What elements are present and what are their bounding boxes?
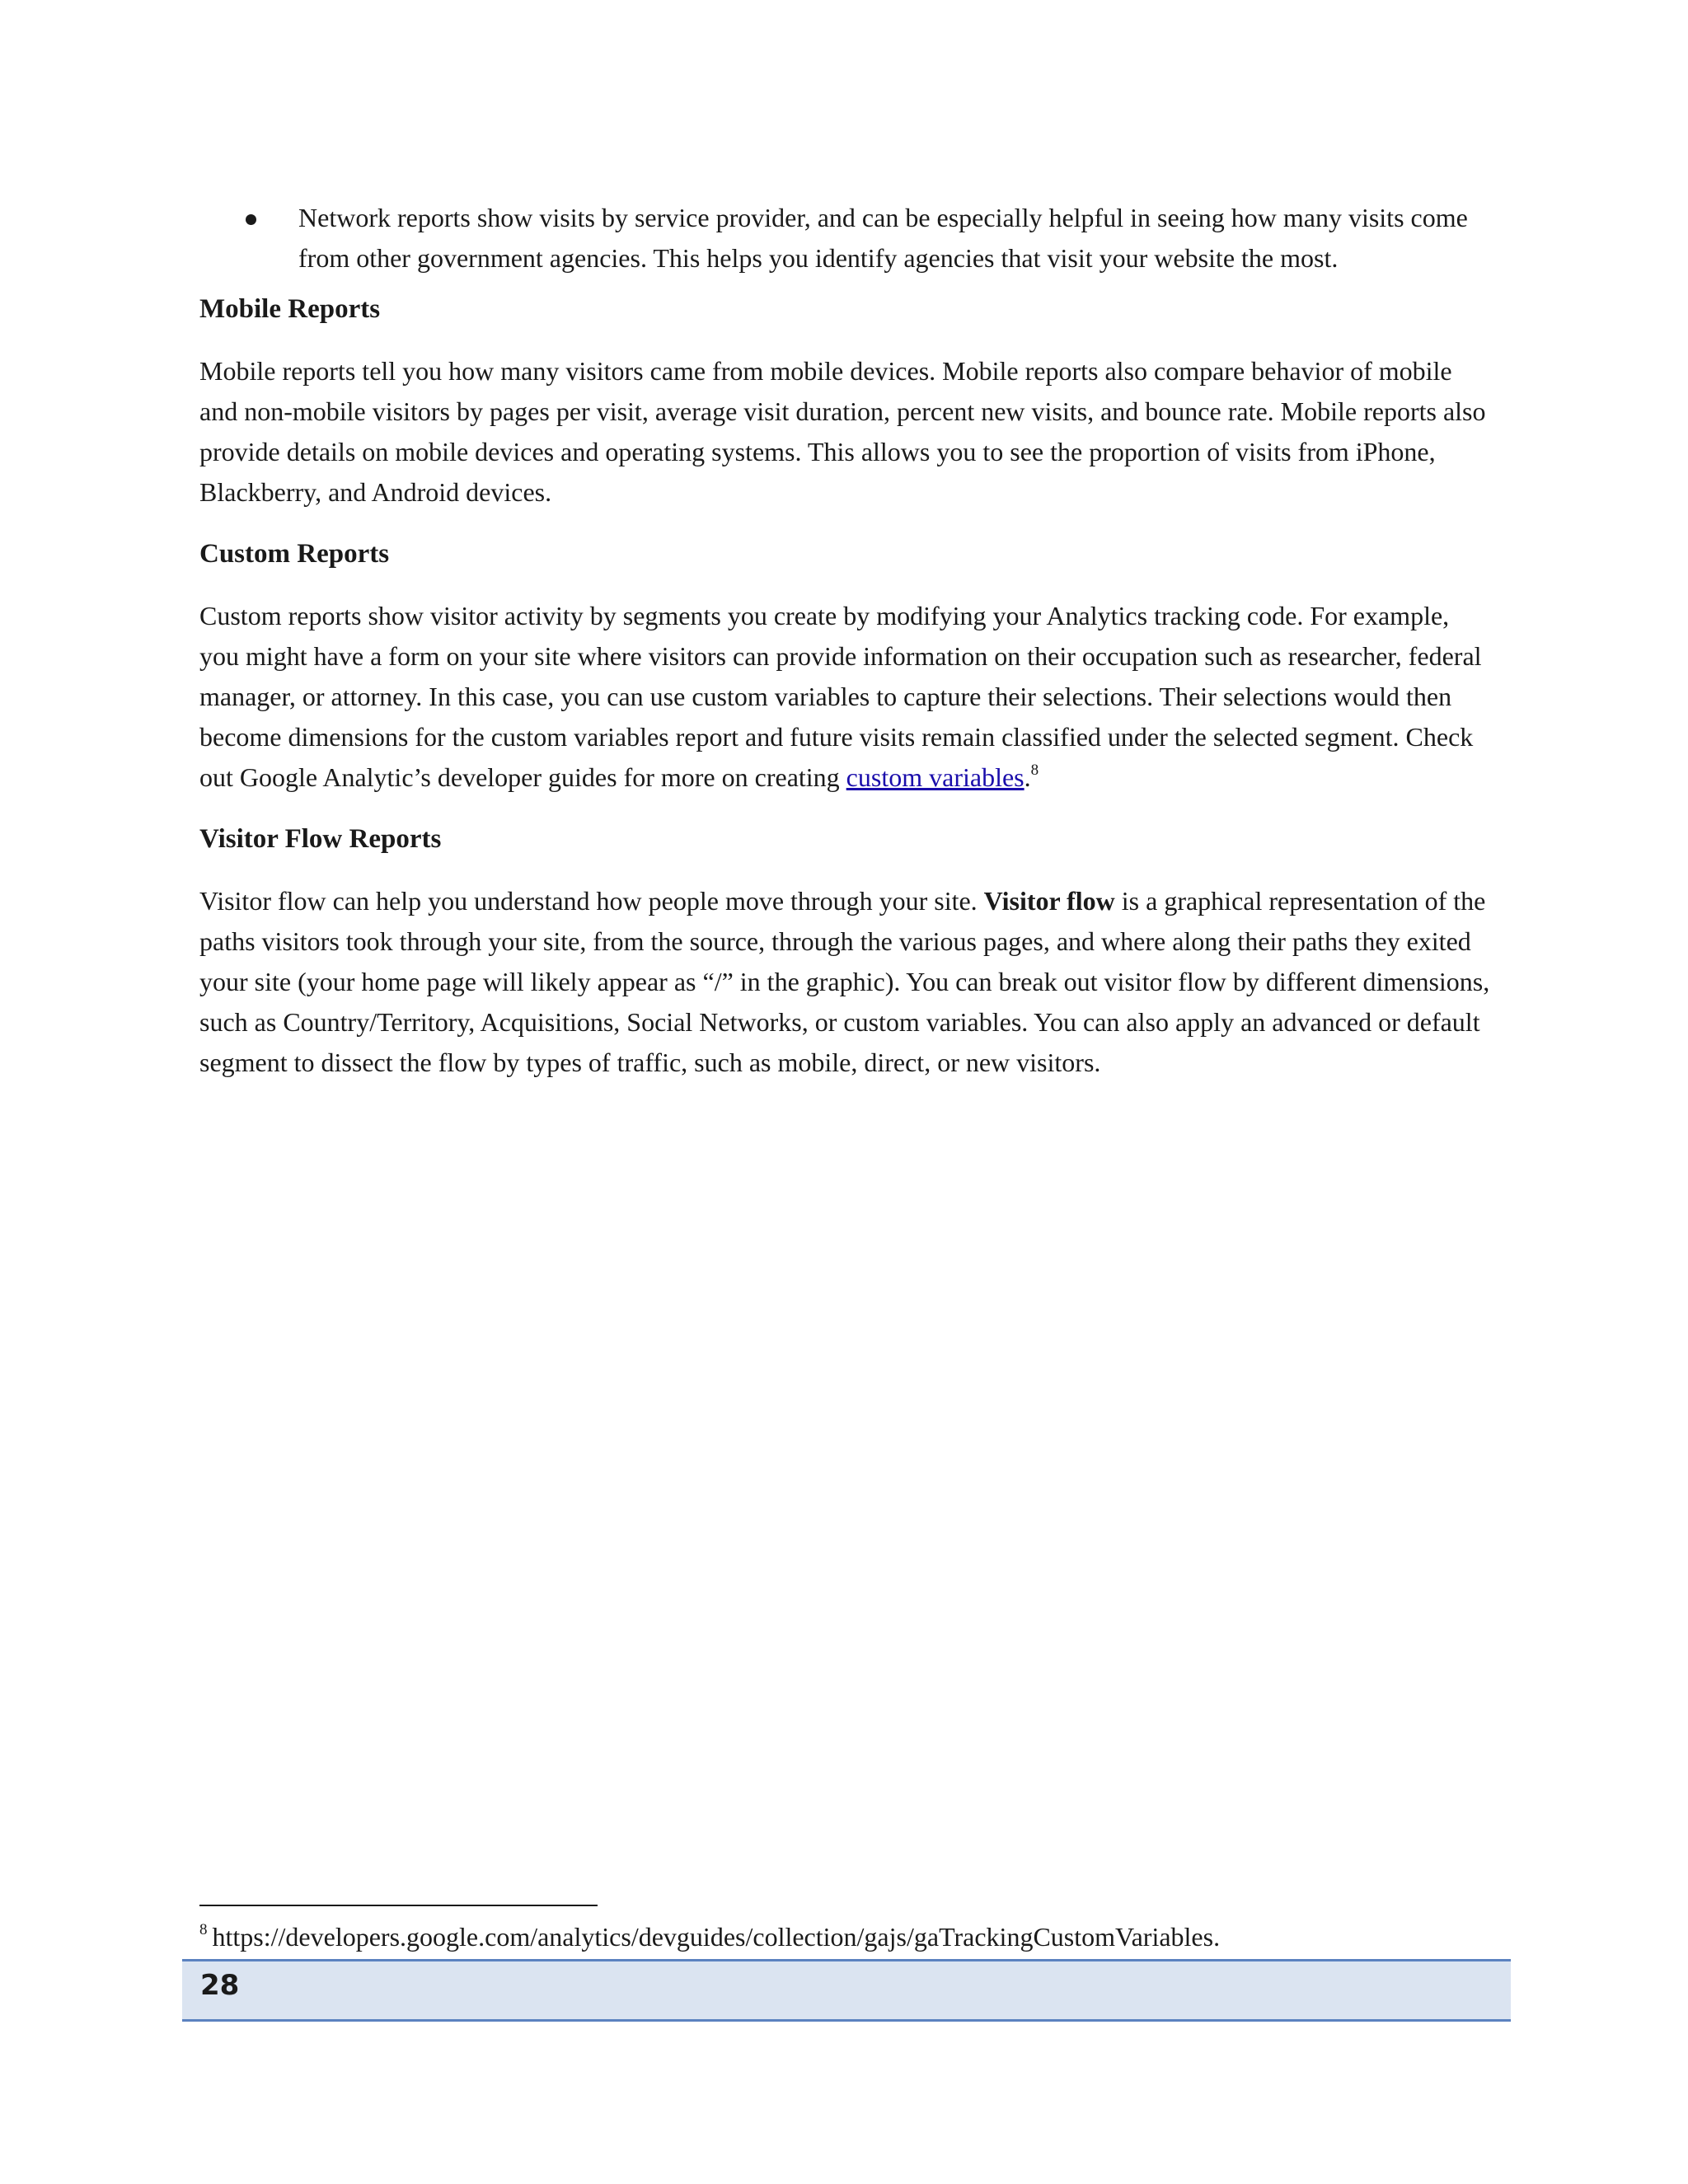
page-content xyxy=(199,198,1493,1104)
mobile-reports-paragraph: Mobile reports tell you how many visitors came from mobile devices. Mobile reports also compare behavior of mobile and non-mobile visitors by pages per visit, average visit duration, percent new visits, and bounce rate. Mobile reports also provide details on mobile devices and operating systems. This allows you to see the proportion of visits from iPhone, Blackberry, and Android devices. xyxy=(199,356,1486,507)
footnote xyxy=(199,1920,1493,1953)
custom-reports-text: Custom reports show visitor activity by segments you create by modifying your Analytics tracking code. For example, you might have a form on your site where visitors can provide information on their occupation such as researcher, federal manager, or attorney. In this case, you can use custom variables to capture their selections. Their selections would then become dimensions for the custom variables report and future visits remain classified under the selected segment. Check out Google Analytic’s developer guides for more on creating xyxy=(199,601,1482,792)
visitor-flow-heading: Visitor Flow Reports xyxy=(199,824,442,854)
custom-reports-period: . xyxy=(1024,762,1031,792)
page-number: 28 xyxy=(200,1969,240,2002)
footnote-reference[interactable]: 8 xyxy=(1030,762,1039,779)
visitor-flow-paragraph xyxy=(199,881,1493,1083)
custom-variables-link[interactable]: custom variables xyxy=(846,762,1025,792)
list-item xyxy=(199,198,1493,279)
mobile-reports-heading: Mobile Reports xyxy=(199,294,381,324)
visitor-flow-term: Visitor flow xyxy=(983,886,1115,916)
footnote-separator xyxy=(199,1905,598,1906)
custom-reports-heading: Custom Reports xyxy=(199,539,390,569)
bullet-text: Network reports show visits by service provider, and can be especially helpful in seeing how many visits come from other government agencies. This helps you identify agencies that visit your website the most. xyxy=(298,203,1468,273)
page-footer xyxy=(182,1959,1511,2022)
bullet-list xyxy=(199,198,1493,279)
custom-reports-paragraph xyxy=(199,596,1493,798)
footnote-text: https://developers.google.com/analytics/devguides/collection/gajs/gaTrackingCustomVariables. xyxy=(212,1922,1221,1952)
visitor-flow-intro: Visitor flow can help you understand how people move through your site. xyxy=(199,886,984,916)
bullet-icon xyxy=(246,214,256,225)
footnote-number: 8 xyxy=(199,1921,208,1938)
visitor-flow-text: is a graphical representation of the paths visitors took through your site, from the source, through the various pages, and where along their paths they exited your site (your home page will likely appear as “/” in the graphic). You can break out visitor flow by different dimensions, such as Country/Territory, Acquisitions, Social Networks, or custom variables. You can also apply an advanced or default segment to dissect the flow by types of traffic, such as mobile, direct, or new visitors. xyxy=(199,886,1490,1077)
